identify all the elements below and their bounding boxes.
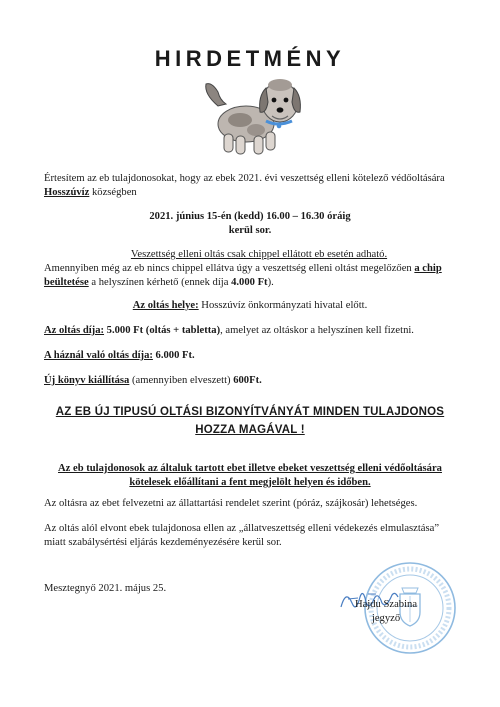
intro-paragraph: Értesítem az eb tulajdonosokat, hogy az ebek 2021. évi veszettség elleni kötelező védőoltására Hosszúvíz községben (44, 173, 445, 198)
dog-illustration (196, 72, 304, 160)
chip-implant: a chip beültetése (44, 262, 442, 288)
penalty-notice: Az oltás alól elvont ebek tulajdonosa ellen az „állatveszettség elleni védekezés elmulasztása” miatt szabálysértési eljárás kezdeményezésére kerül sor. (44, 523, 440, 548)
village-name: Hosszúvíz (44, 186, 90, 198)
vaccination-date-suffix: kerül sor. (228, 224, 272, 236)
place-and-date: Mesztegnyő 2021. május 25. (44, 583, 167, 594)
new-booklet-fee: Új könyv kiállítása (amennyiben elveszett) 600Ft. (44, 375, 262, 386)
signatory-role: jegyző (371, 612, 401, 624)
vaccination-place: Az oltás helye: Hosszúvíz önkormányzati hivatal előtt. (132, 300, 368, 311)
vaccination-date: 2021. június 15-én (kedd) 16.00 – 16.30 óráig (149, 211, 351, 222)
chip-requirement: Veszettség elleni oltás csak chippel ellátott eb esetén adható. (130, 249, 388, 260)
chip-notice: Veszettség elleni oltás csak chippel ellátott eb esetén adható. Amennyiben még az eb nincs chippel ellátva úgy a veszettség elleni oltást megelőzően a chip beültetése a helyszínen kérhető (ennek díja 4.000 Ft). (44, 248, 474, 290)
presentation-rule: Az oltásra az ebet felvezetni az állattartási rendelet szerint (póráz, szájkosár) lehetséges. (44, 498, 418, 509)
home-vaccination-fee: A háznál való oltás díja: 6.000 Ft. (44, 350, 195, 361)
vaccination-schedule (0, 210, 500, 238)
chip-price: 4.000 Ft (231, 276, 268, 288)
vaccination-fee: Az oltás díja: 5.000 Ft (oltás + tabletta), amelyet az oltáskor a helyszínen kell fizetni. (44, 325, 414, 336)
owner-obligation: Az eb tulajdonosok az általuk tartott ebet illetve ebeket veszettség elleni védőoltására kötelesek előállítani a fent megjelölt helyen és időben. (58, 463, 442, 488)
signatory-name: Hajdu Szabina (354, 599, 418, 610)
page-title: HIRDETMÉNY (154, 46, 346, 71)
certificate-heading: AZ EB ÚJ TIPUSÚ OLTÁSI BIZONYÍTVÁNYÁT MINDEN TULAJDONOS HOZZA MAGÁVAL ! (55, 406, 445, 436)
signatory (346, 598, 426, 626)
